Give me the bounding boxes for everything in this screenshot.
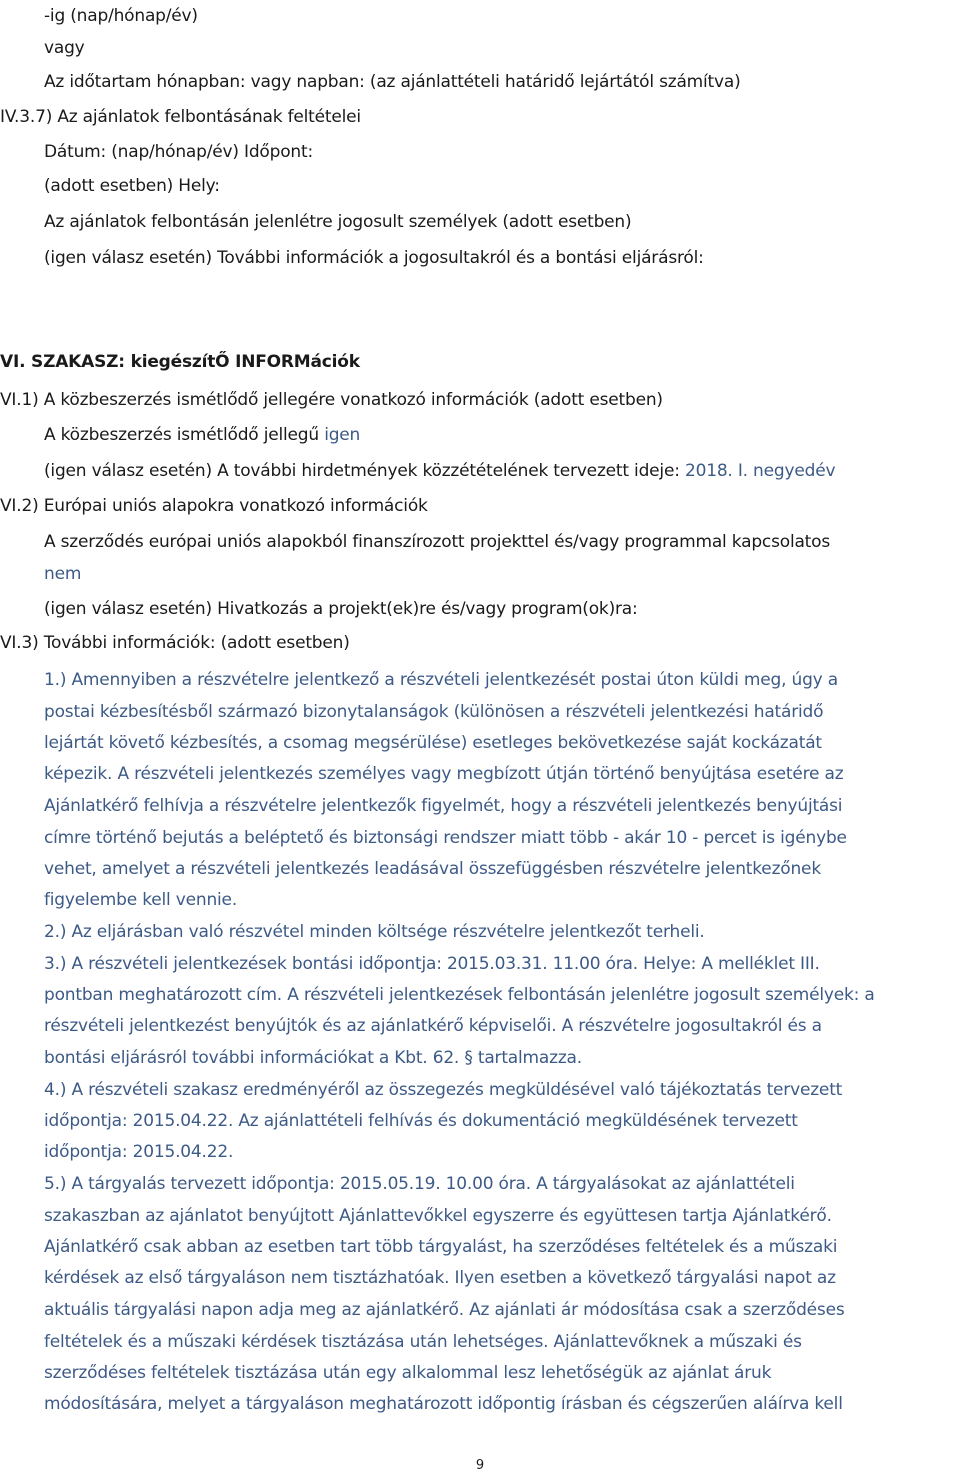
- subsection-title: VI.2) Európai uniós alapokra vonatkozó információk: [0, 496, 428, 516]
- info-line: módosítására, melyet a tárgyaláson meghatározott időpontig írásban és cégszerűen aláírva kell: [44, 1394, 843, 1414]
- text-line: (adott esetben) Hely:: [44, 176, 220, 196]
- question-label: A közbeszerzés ismétlődő jellegű: [44, 425, 319, 445]
- text-line: Dátum: (nap/hónap/év) Időpont:: [44, 142, 313, 162]
- info-line: részvételi jelentkezést benyújtók és az ajánlatkérő képviselői. A részvételre jogosultakról és a: [44, 1016, 822, 1036]
- page-number: 9: [475, 1458, 485, 1473]
- info-line: 4.) A részvételi szakasz eredményéről az összegezés megküldésével való tájékoztatás tervezett: [44, 1080, 843, 1100]
- section-title: IV.3.7) Az ajánlatok felbontásának feltételei: [0, 107, 361, 127]
- subsection-title: VI.3) További információk: (adott esetben): [0, 633, 350, 653]
- info-line: Ajánlatkérő felhívja a részvételre jelentkezők figyelmét, hogy a részvételi jelentkezés benyújtási: [44, 796, 843, 816]
- info-line: bontási eljárásról további információkat a Kbt. 62. § tartalmazza.: [44, 1048, 582, 1068]
- info-line: feltételek és a műszaki kérdések tisztázása után lehetséges. Ajánlattevőknek a műszaki és: [44, 1332, 802, 1352]
- text-line: Az időtartam hónapban: vagy napban: (az ajánlattételi határidő lejártától számítva): [44, 72, 741, 92]
- info-line: időpontja: 2015.04.22.: [44, 1142, 234, 1162]
- text-line: vagy: [44, 38, 85, 58]
- info-line: 2.) Az eljárásban való részvétel minden költsége részvételre jelentkezőt terheli.: [44, 922, 705, 942]
- section-heading: VI. SZAKASZ: kiegészítŐ INFORMációk: [0, 352, 360, 372]
- info-line: címre történő bejutás a beléptető és biztonsági rendszer miatt több - akár 10 - percet is igénybe: [44, 828, 847, 848]
- info-line: szakaszban az ajánlatot benyújtott Ajánlattevőkkel egyszerre és együttesen tartja Ajánlatkérő.: [44, 1206, 832, 1226]
- info-line: szerződéses feltételek tisztázása után egy alkalommal lesz lehetőségük az ajánlat áruk: [44, 1363, 772, 1383]
- text-line: Az ajánlatok felbontásán jelenlétre jogosult személyek (adott esetben): [44, 212, 632, 232]
- subsection-title: VI.1) A közbeszerzés ismétlődő jellegére vonatkozó információk (adott esetben): [0, 390, 663, 410]
- info-line: 1.) Amennyiben a részvételre jelentkező a részvételi jelentkezését postai úton küldi meg, úgy a: [44, 670, 838, 690]
- info-line: vehet, amelyet a részvételi jelentkezés leadásával összefüggésben részvételre jelentkezőnek: [44, 859, 821, 879]
- text-line: -ig (nap/hónap/év): [44, 6, 198, 26]
- info-line: időpontja: 2015.04.22. Az ajánlattételi felhívás és dokumentáció megküldésének tervezett: [44, 1111, 798, 1131]
- info-line: lejártát követő kézbesítés, a csomag megsérülése) esetleges bekövetkezése saját kockázatát: [44, 733, 822, 753]
- question-label: (igen válasz esetén) Hivatkozás a projekt(ek)re és/vagy program(ok)ra:: [44, 599, 638, 619]
- question-row: [44, 425, 360, 445]
- question-row: [44, 461, 835, 481]
- question-label: (igen válasz esetén) A további hirdetmények közzétételének tervezett ideje:: [44, 461, 680, 481]
- answer-value: nem: [44, 564, 82, 584]
- info-line: képezik. A részvételi jelentkezés személyes vagy megbízott útján történő benyújtása esetére az: [44, 764, 844, 784]
- info-line: 5.) A tárgyalás tervezett időpontja: 2015.05.19. 10.00 óra. A tárgyalásokat az ajánlattételi: [44, 1174, 795, 1194]
- info-line: kérdések az első tárgyaláson nem tisztázhatóak. Ilyen esetben a következő tárgyalási napot az: [44, 1268, 836, 1288]
- question-label: A szerződés európai uniós alapokból finanszírozott projekttel és/vagy programmal kapcsolatos: [44, 532, 831, 552]
- answer-value: 2018. I. negyedév: [684, 461, 836, 481]
- info-line: pontban meghatározott cím. A részvételi jelentkezések felbontásán jelenlétre jogosult személyek: a: [44, 985, 875, 1005]
- info-line: postai kézbesítésből származó bizonytalanságok (különösen a részvételi jelentkezési határidő: [44, 702, 824, 722]
- info-line: aktuális tárgyalási napon adja meg az ajánlatkérő. Az ajánlati ár módosítása csak a szerződéses: [44, 1300, 845, 1320]
- info-line: 3.) A részvételi jelentkezések bontási időpontja: 2015.03.31. 11.00 óra. Helye: A melléklet III.: [44, 954, 820, 974]
- info-line: figyelembe kell vennie.: [44, 890, 238, 910]
- answer-value: igen: [324, 425, 361, 445]
- text-line: (igen válasz esetén) További információk a jogosultakról és a bontási eljárásról:: [44, 248, 704, 268]
- info-line: Ajánlatkérő csak abban az esetben tart több tárgyalást, ha szerződéses feltételek és a műszaki: [44, 1237, 838, 1257]
